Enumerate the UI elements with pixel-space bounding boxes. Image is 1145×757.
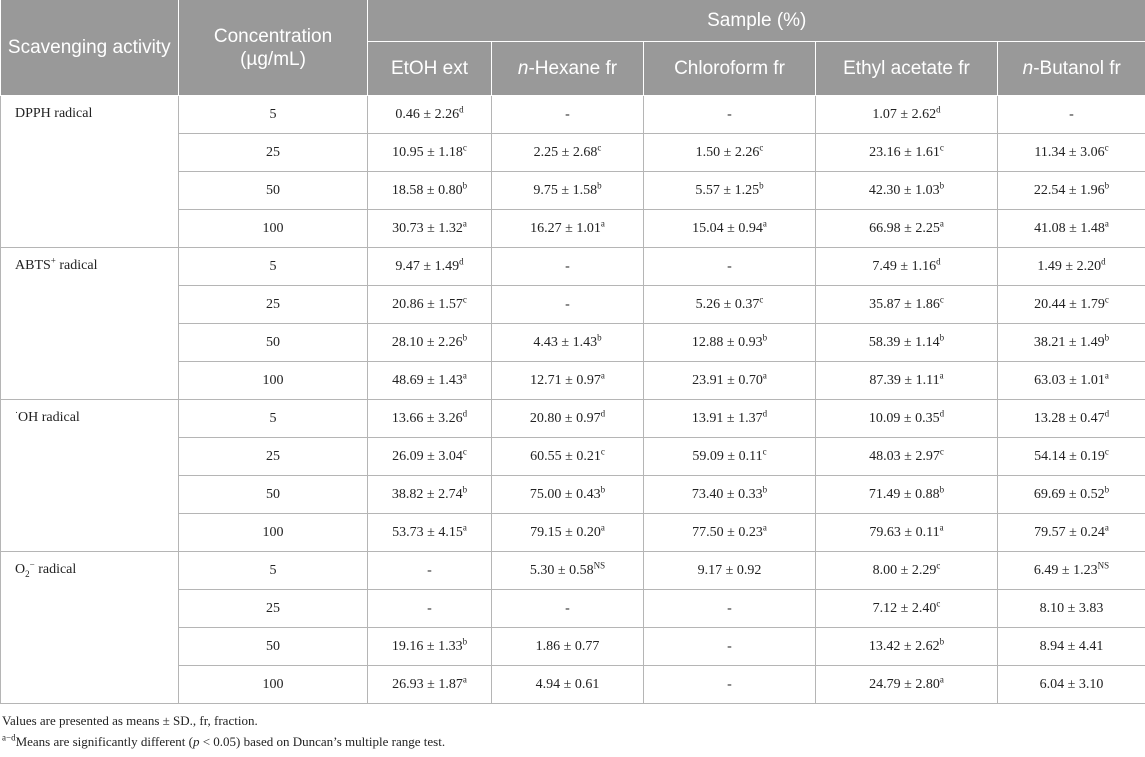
value-cell: 41.08 ± 1.48$^a$ xyxy=(998,210,1145,248)
significance-letter: a xyxy=(762,369,767,380)
header-italic-prefix: n xyxy=(517,58,529,79)
significance-letter: b xyxy=(759,179,764,190)
significance-letter: b xyxy=(1104,331,1110,342)
value-cell: 26.93 ± 1.87$^a$ xyxy=(368,666,492,704)
header-concentration: Concentration (µg/mL) xyxy=(179,0,368,96)
significance-letter: d xyxy=(1101,255,1106,266)
significance-letter: b xyxy=(939,635,945,646)
significance-letter: c xyxy=(936,597,941,608)
value-cell: 12.71 ± 0.97$^a$ xyxy=(492,362,644,400)
concentration-cell: 100 xyxy=(179,514,368,552)
significance-letter: a xyxy=(939,673,944,684)
significance-letter: a xyxy=(462,521,467,532)
value-cell: 1.49 ± 2.20$^d$ xyxy=(998,248,1145,286)
significance-letter: a xyxy=(762,217,767,228)
header-col-ethyl-acetate: Ethyl acetate fr xyxy=(816,42,998,96)
activity-label: ABTS+ radical xyxy=(1,248,179,400)
significance-letter: d xyxy=(600,407,606,418)
value-cell: $5.30 \pm 0.58^{NS}$ xyxy=(492,552,644,590)
value-cell: 9.47 ± 1.49$^d$ xyxy=(368,248,492,286)
significance-letter: b xyxy=(597,331,602,342)
significance-letter: c xyxy=(462,445,467,456)
value-cell: 69.69 ± 0.52$^b$ xyxy=(998,476,1145,514)
significance-letter: b xyxy=(939,179,945,190)
value-cell: 53.73 ± 4.15$^a$ xyxy=(368,514,492,552)
value-cell: 12.88 ± 0.93$^b$ xyxy=(644,324,816,362)
significance-letter: d xyxy=(1104,407,1110,418)
value-cell: 26.09 ± 3.04$^c$ xyxy=(368,438,492,476)
concentration-cell: 100 xyxy=(179,210,368,248)
value-cell: 48.03 ± 2.97$^c$ xyxy=(816,438,998,476)
significance-letter: a xyxy=(939,369,944,380)
value-cell: 5.26 ± 0.37$^c$ xyxy=(644,286,816,324)
significance-letter: d xyxy=(459,103,464,114)
table-footnotes xyxy=(2,710,1145,752)
value-cell: 35.87 ± 1.86$^c$ xyxy=(816,286,998,324)
value-cell: 10.95 ± 1.18$^c$ xyxy=(368,134,492,172)
concentration-cell: 5 xyxy=(179,400,368,438)
significance-letter: b xyxy=(939,331,945,342)
value-cell: 7.12 ± 2.40$^c$ xyxy=(816,590,998,628)
value-cell: 79.15 ± 0.20$^a$ xyxy=(492,514,644,552)
significance-letter: c xyxy=(939,293,944,304)
significance-letter: c xyxy=(939,141,944,152)
significance-letter: d xyxy=(939,407,945,418)
value-cell: 22.54 ± 1.96$^b$ xyxy=(998,172,1145,210)
value-cell: 8.10 ± 3.83 xyxy=(998,590,1145,628)
value-cell: 4.94 ± 0.61 xyxy=(492,666,644,704)
header-col-butanol xyxy=(998,42,1145,96)
value-cell: 30.73 ± 1.32$^a$ xyxy=(368,210,492,248)
concentration-cell: 25 xyxy=(179,590,368,628)
value-cell: - xyxy=(998,96,1145,134)
concentration-cell: 50 xyxy=(179,324,368,362)
significance-letter: c xyxy=(759,293,764,304)
concentration-cell: 25 xyxy=(179,286,368,324)
significance-letter: a xyxy=(600,369,605,380)
value-cell: 9.17 ± 0.92 xyxy=(644,552,816,590)
significance-letter: c xyxy=(936,559,941,570)
value-cell: 38.21 ± 1.49$^b$ xyxy=(998,324,1145,362)
activity-label: $O_2^-$ radical xyxy=(1,552,179,704)
concentration-cell: 50 xyxy=(179,476,368,514)
value-cell: 75.00 ± 0.43$^b$ xyxy=(492,476,644,514)
value-cell: 58.39 ± 1.14$^b$ xyxy=(816,324,998,362)
value-cell: 1.50 ± 2.26$^c$ xyxy=(644,134,816,172)
significance-letter: b xyxy=(939,483,945,494)
significance-letter: c xyxy=(597,141,602,152)
value-cell: - xyxy=(492,286,644,324)
significance-letter: c xyxy=(762,445,767,456)
value-cell: 20.80 ± 0.97$^d$ xyxy=(492,400,644,438)
value-cell: - xyxy=(492,96,644,134)
significance-letter: b xyxy=(762,331,768,342)
table-row xyxy=(1,552,1145,590)
value-cell: 42.30 ± 1.03$^b$ xyxy=(816,172,998,210)
significance-letter: a xyxy=(462,673,467,684)
significance-letter: c xyxy=(1104,293,1109,304)
significance-letter: NS xyxy=(1097,559,1110,570)
value-cell: 28.10 ± 2.26$^b$ xyxy=(368,324,492,362)
value-cell: - xyxy=(644,248,816,286)
significance-letter: b xyxy=(462,331,468,342)
significance-letter: b xyxy=(462,179,468,190)
value-cell: 6.04 ± 3.10 xyxy=(998,666,1145,704)
significance-letter: c xyxy=(462,293,467,304)
value-cell: 16.27 ± 1.01$^a$ xyxy=(492,210,644,248)
significance-letter: d xyxy=(459,255,464,266)
value-cell: - xyxy=(492,248,644,286)
header-col-name: -Butanol fr xyxy=(1033,58,1121,79)
value-cell: 73.40 ± 0.33$^b$ xyxy=(644,476,816,514)
header-col-etoh: EtOH ext xyxy=(368,42,492,96)
value-cell: 87.39 ± 1.11$^a$ xyxy=(816,362,998,400)
significance-letter: a xyxy=(1104,521,1109,532)
value-cell: 13.28 ± 0.47$^d$ xyxy=(998,400,1145,438)
header-row-1 xyxy=(1,0,1145,42)
significance-letter: a xyxy=(600,521,605,532)
significance-letter: b xyxy=(462,483,468,494)
value-cell: 20.86 ± 1.57$^c$ xyxy=(368,286,492,324)
concentration-cell: 5 xyxy=(179,248,368,286)
significance-letter: c xyxy=(1104,141,1109,152)
footnote-significance: $^{a-d}$Means are significantly different (p < 0.05) based on Duncan’s multiple range test. xyxy=(2,732,446,749)
significance-letter: c xyxy=(759,141,764,152)
significance-letter: b xyxy=(1104,483,1110,494)
concentration-cell: 5 xyxy=(179,96,368,134)
significance-letter: d xyxy=(462,407,468,418)
value-cell: - xyxy=(368,590,492,628)
significance-letter: c xyxy=(939,445,944,456)
significance-letter: a xyxy=(939,217,944,228)
value-cell: 48.69 ± 1.43$^a$ xyxy=(368,362,492,400)
value-cell: 8.94 ± 4.41 xyxy=(998,628,1145,666)
value-cell: 38.82 ± 2.74$^b$ xyxy=(368,476,492,514)
concentration-cell: 25 xyxy=(179,438,368,476)
value-cell: 79.63 ± 0.11$^a$ xyxy=(816,514,998,552)
value-cell: 63.03 ± 1.01$^a$ xyxy=(998,362,1145,400)
concentration-cell: 50 xyxy=(179,172,368,210)
significance-letter: a xyxy=(462,217,467,228)
value-cell: 59.09 ± 0.11$^c$ xyxy=(644,438,816,476)
significance-letter: a xyxy=(762,521,767,532)
concentration-cell: 100 xyxy=(179,362,368,400)
significance-letter: d xyxy=(936,255,941,266)
header-col-name: -Hexane fr xyxy=(528,58,618,79)
value-cell: 13.42 ± 2.62$^b$ xyxy=(816,628,998,666)
value-cell: 10.09 ± 0.35$^d$ xyxy=(816,400,998,438)
value-cell: 20.44 ± 1.79$^c$ xyxy=(998,286,1145,324)
significance-letter: b xyxy=(597,179,602,190)
header-col-hexane xyxy=(492,42,644,96)
significance-letter: d xyxy=(762,407,768,418)
significance-letter: b xyxy=(600,483,606,494)
value-cell: - xyxy=(644,628,816,666)
significance-letter: a xyxy=(939,521,944,532)
value-cell: 13.91 ± 1.37$^d$ xyxy=(644,400,816,438)
significance-letter: a xyxy=(1104,369,1109,380)
value-cell: 24.79 ± 2.80$^a$ xyxy=(816,666,998,704)
value-cell: - xyxy=(644,96,816,134)
value-cell: 11.34 ± 3.06$^c$ xyxy=(998,134,1145,172)
value-cell: - xyxy=(368,552,492,590)
significance-letter: b xyxy=(462,635,468,646)
value-cell: 8.00 ± 2.29$^c$ xyxy=(816,552,998,590)
table-row xyxy=(1,248,1145,286)
header-scavenging-activity: Scavenging activity xyxy=(1,0,179,96)
header-sample: Sample (%) xyxy=(368,0,1145,42)
concentration-cell: 100 xyxy=(179,666,368,704)
table-body xyxy=(1,96,1145,704)
activity-label: DPPH radical xyxy=(1,96,179,248)
value-cell: 9.75 ± 1.58$^b$ xyxy=(492,172,644,210)
value-cell: 71.49 ± 0.88$^b$ xyxy=(816,476,998,514)
table-row xyxy=(1,96,1145,134)
value-cell: 23.16 ± 1.61$^c$ xyxy=(816,134,998,172)
value-cell: 1.86 ± 0.77 xyxy=(492,628,644,666)
value-cell: 5.57 ± 1.25$^b$ xyxy=(644,172,816,210)
significance-letter: d xyxy=(936,103,941,114)
significance-letter: c xyxy=(462,141,467,152)
value-cell: 13.66 ± 3.26$^d$ xyxy=(368,400,492,438)
value-cell: - xyxy=(492,590,644,628)
activity-label: ·OH radical xyxy=(1,400,179,552)
significance-letter: b xyxy=(762,483,768,494)
value-cell: 79.57 ± 0.24$^a$ xyxy=(998,514,1145,552)
value-cell: 23.91 ± 0.70$^a$ xyxy=(644,362,816,400)
header-col-chloroform: Chloroform fr xyxy=(644,42,816,96)
value-cell: 1.07 ± 2.62$^d$ xyxy=(816,96,998,134)
value-cell: - xyxy=(644,666,816,704)
table-row xyxy=(1,400,1145,438)
significance-letter: c xyxy=(1104,445,1109,456)
value-cell: 4.43 ± 1.43$^b$ xyxy=(492,324,644,362)
significance-letter: a xyxy=(600,217,605,228)
footnote-values: Values are presented as means ± SD., fr, fraction. xyxy=(2,713,258,728)
significance-letter: a xyxy=(1104,217,1109,228)
value-cell: 77.50 ± 0.23$^a$ xyxy=(644,514,816,552)
value-cell: 0.46 ± 2.26$^d$ xyxy=(368,96,492,134)
value-cell: 15.04 ± 0.94$^a$ xyxy=(644,210,816,248)
significance-letter: NS xyxy=(593,559,606,570)
concentration-cell: 50 xyxy=(179,628,368,666)
concentration-cell: 5 xyxy=(179,552,368,590)
header-italic-prefix: n xyxy=(1022,58,1034,79)
value-cell: 7.49 ± 1.16$^d$ xyxy=(816,248,998,286)
value-cell: 2.25 ± 2.68$^c$ xyxy=(492,134,644,172)
value-cell: 60.55 ± 0.21$^c$ xyxy=(492,438,644,476)
value-cell: 54.14 ± 0.19$^c$ xyxy=(998,438,1145,476)
value-cell: 18.58 ± 0.80$^b$ xyxy=(368,172,492,210)
significance-letter: b xyxy=(1104,179,1110,190)
concentration-cell: 25 xyxy=(179,134,368,172)
value-cell: 66.98 ± 2.25$^a$ xyxy=(816,210,998,248)
value-cell: 19.16 ± 1.33$^b$ xyxy=(368,628,492,666)
significance-letter: a xyxy=(462,369,467,380)
value-cell: - xyxy=(644,590,816,628)
significance-letter: c xyxy=(600,445,605,456)
value-cell: $6.49 \pm 1.23^{NS}$ xyxy=(998,552,1145,590)
